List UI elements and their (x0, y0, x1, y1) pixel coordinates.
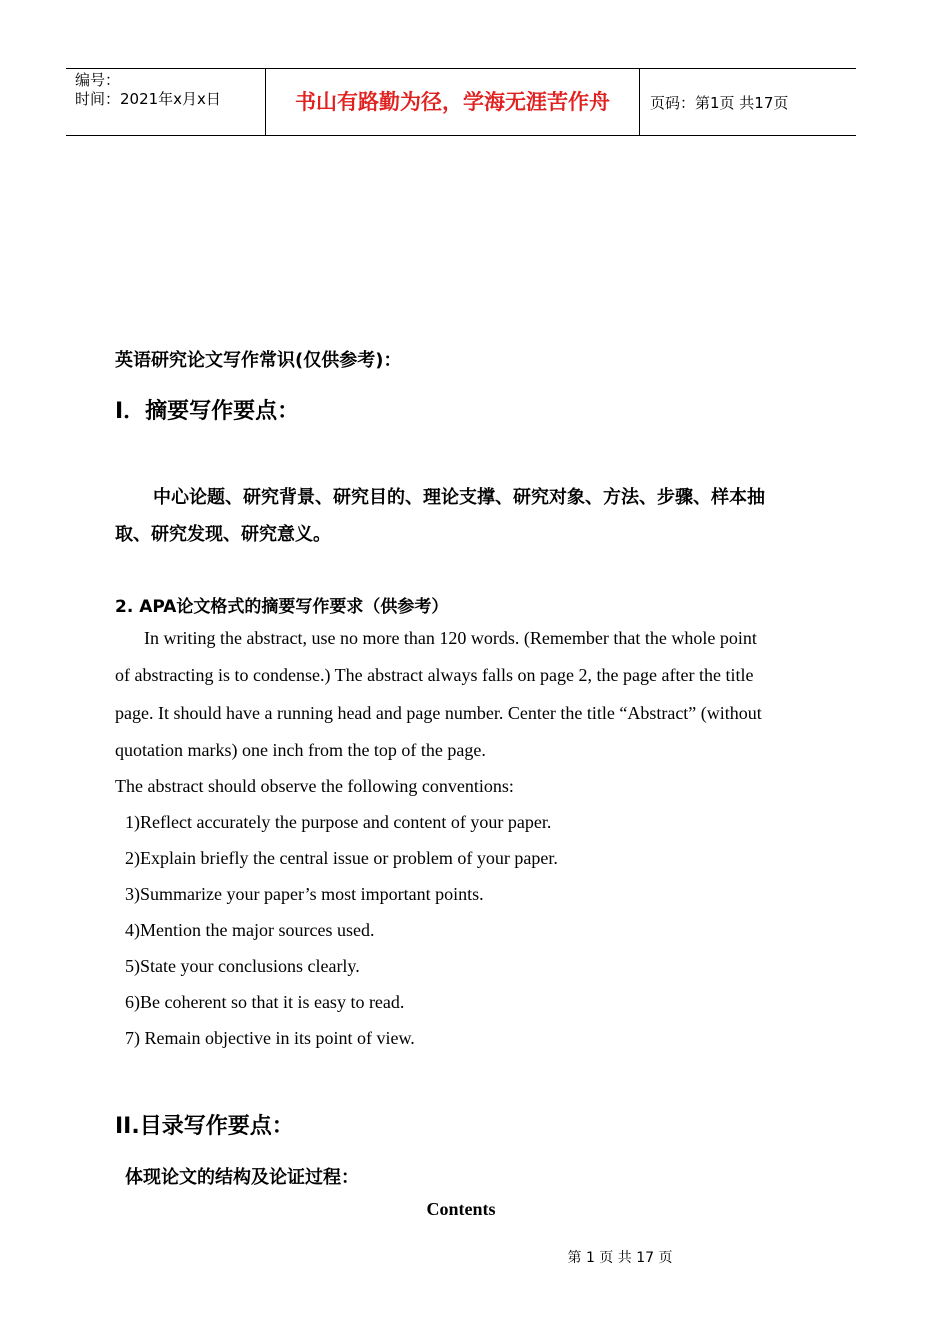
section1-heading: I．摘要写作要点： (115, 399, 300, 424)
convention-item: 1)Reflect accurately the purpose and content of your paper. (125, 812, 552, 832)
convention-item: 3)Summarize your paper’s most important points. (125, 884, 484, 904)
document-title: 英语研究论文写作常识(仅供参考)： (115, 350, 402, 371)
section2-heading: II.目录写作要点： (115, 1114, 294, 1139)
conventions-intro: The abstract should observe the following conventions: (115, 776, 514, 796)
page-footer: 第 1 页 共 17 页 (567, 1250, 673, 1266)
convention-item: 6)Be coherent so that it is easy to read. (125, 992, 405, 1012)
section1-paragraph-line1: 中心论题、研究背景、研究目的、理论支撑、研究对象、方法、步骤、样本抽 (153, 487, 765, 508)
header-page-info: 页码：第1页 共17页 (650, 94, 789, 112)
section2-subheading: 体现论文的结构及论证过程： (125, 1167, 359, 1188)
header-motto: 书山有路勤为径，学海无涯苦作舟 (266, 69, 640, 135)
doc-number-label: 编号： (75, 71, 121, 89)
apa-paragraph-line: page. It should have a running head and page number. Center the title “Abstract” (without (115, 703, 762, 723)
section1-paragraph-line2: 取、研究发现、研究意义。 (115, 524, 331, 545)
contents-title: Contents (426, 1199, 496, 1219)
doc-time-label: 时间：2021年x月x日 (75, 90, 221, 108)
convention-item: 5)State your conclusions clearly. (125, 956, 360, 976)
convention-item: 2)Explain briefly the central issue or problem of your paper. (125, 848, 558, 868)
header-meta-cell (66, 69, 266, 135)
page-header (66, 68, 856, 136)
apa-heading: 2. APA论文格式的摘要写作要求（供参考） (115, 597, 449, 617)
convention-item: 4)Mention the major sources used. (125, 920, 375, 940)
apa-paragraph-line: In writing the abstract, use no more than 120 words. (Remember that the whole point (144, 628, 757, 648)
convention-item: 7) Remain objective in its point of view. (125, 1028, 415, 1048)
apa-paragraph-line: quotation marks) one inch from the top of the page. (115, 740, 486, 760)
apa-paragraph-line: of abstracting is to condense.) The abstract always falls on page 2, the page after the title (115, 665, 754, 685)
